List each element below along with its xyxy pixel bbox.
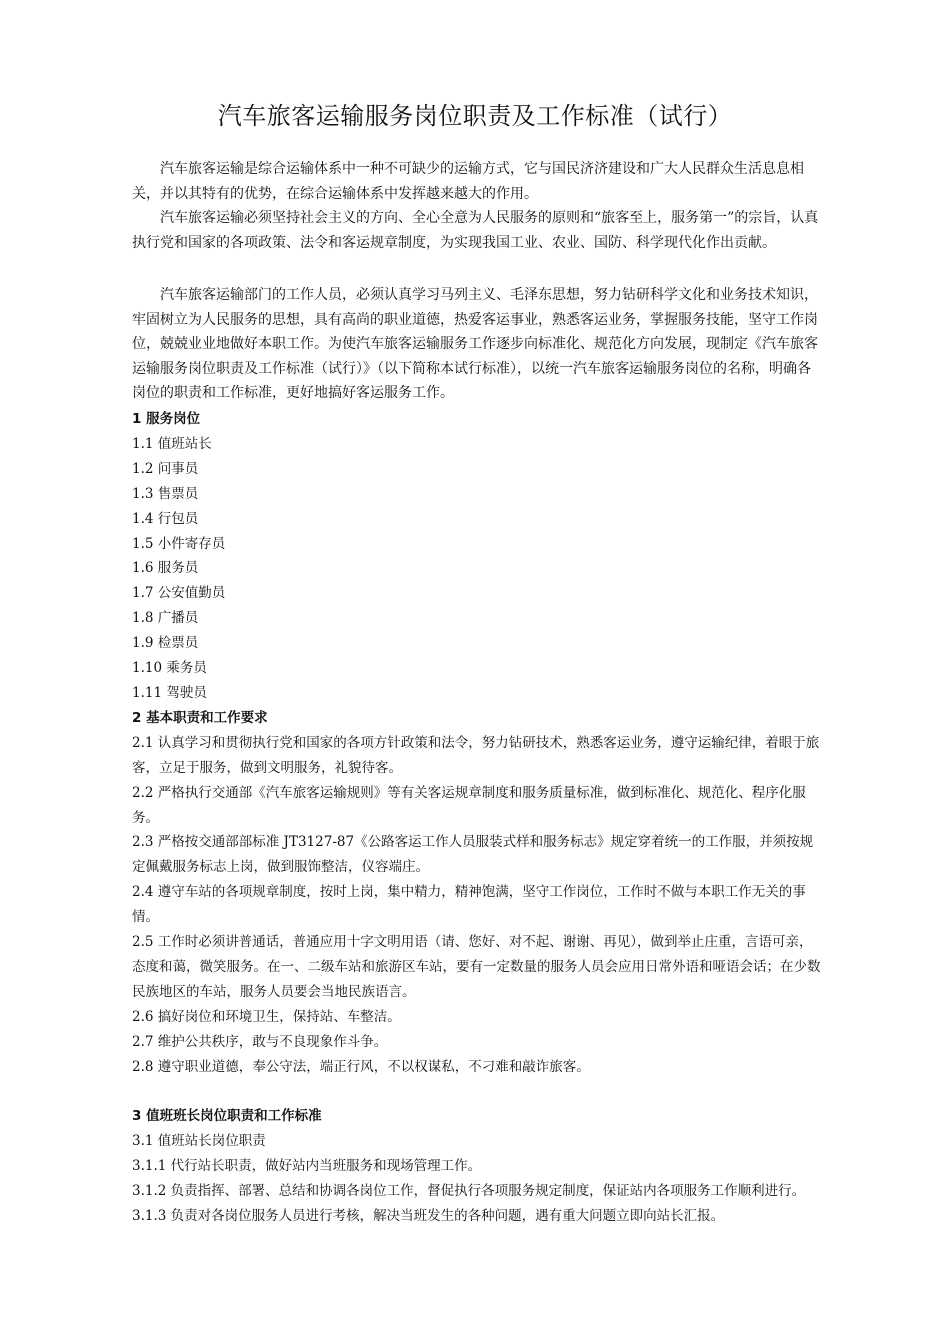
- list-item: 3.1.2 负责指挥、部署、总结和协调各岗位工作，督促执行各项服务规定制度，保证站内各项服务工作顺利进行。: [132, 1183, 806, 1200]
- list-item: 1.5 小件寄存员: [132, 535, 226, 552]
- list-item: 3.1.3 负责对各岗位服务人员进行考核，解决当班发生的各种问题，遇有重大问题立即向站长汇报。: [132, 1208, 725, 1225]
- list-item: 1.4 行包员: [132, 510, 199, 527]
- document-body-list: [132, 407, 822, 1229]
- list-item: 2.3 严格按交通部部标准 JT3127-87《公路客运工作人员服装式样和服务标志》规定穿着统一的工作服，并须按规定佩戴服务标志上岗，做到服饰整洁，仪容端庄。: [132, 834, 814, 876]
- list-item: 3.1.1 代行站长职责，做好站内当班服务和现场管理工作。: [132, 1158, 482, 1175]
- list-item: 1.6 服务员: [132, 560, 199, 577]
- list-item: 2.6 搞好岗位和环境卫生，保持站、车整洁。: [132, 1008, 401, 1025]
- list-item: 2.4 遵守车站的各项规章制度，按时上岗，集中精力，精神饱满，坚守工作岗位，工作时不做与本职工作无关的事情。: [132, 884, 806, 926]
- list-item: 1.7 公安值勤员: [132, 585, 226, 602]
- list-item: 2.7 维护公共秩序，敢与不良现象作斗争。: [132, 1033, 388, 1050]
- section-heading-2: 2 基本职责和工作要求: [132, 709, 268, 726]
- document-title: 汽车旅客运输服务岗位职责及工作标准（试行）: [217, 102, 733, 130]
- list-item: 1.1 值班站长: [132, 435, 212, 452]
- list-item: 1.11 驾驶员: [132, 684, 207, 701]
- list-item: 1.9 检票员: [132, 635, 199, 652]
- intro-paragraph-1: 汽车旅客运输是综合运输体系中一种不可缺少的运输方式，它与国民济济建设和广大人民群众生活息息相关，并以其特有的优势，在综合运输体系中发挥越来越大的作用。: [132, 161, 804, 202]
- list-item: 1.3 售票员: [132, 485, 199, 502]
- list-item: 2.1 认真学习和贯彻执行党和国家的各项方针政策和法令，努力钻研技术，熟悉客运业务，遵守运输纪律，着眼于旅客，立足于服务，做到文明服务，礼貌待客。: [132, 734, 820, 776]
- list-item: 2.8 遵守职业道德，奉公守法，端正行风，不以权谋私，不刁难和敲诈旅客。: [132, 1058, 590, 1075]
- list-item: 3.1 值班站长岗位职责: [132, 1133, 266, 1150]
- list-item: 1.2 问事员: [132, 460, 199, 477]
- list-item: 1.8 广播员: [132, 610, 199, 627]
- list-item: 2.2 严格执行交通部《汽车旅客运输规则》等有关客运规章制度和服务质量标准，做到标准化、规范化、程序化服务。: [132, 784, 806, 826]
- list-item: 2.5 工作时必须讲普通话，普通应用十字文明用语（请、您好、对不起、谢谢、再见），做到举止庄重，言语可亲，态度和蔼，微笑服务。在一、二级车站和旅游区车站，要有一定数量的服务人员会应用日常外语和哑语会话；在少数民族地区的车站，服务人员要会当地民族语言。: [132, 934, 821, 1000]
- section-heading-1: 1 服务岗位: [132, 411, 201, 427]
- intro-paragraph-2: 汽车旅客运输必须坚持社会主义的方向、全心全意为人民服务的原则和“旅客至上，服务第一”的宗旨，认真执行党和国家的各项政策、法令和客运规章制度，为实现我国工业、农业、国防、科学现代化作出贡献。: [132, 210, 819, 251]
- intro-paragraph-3: 汽车旅客运输部门的工作人员，必须认真学习马列主义、毛泽东思想，努力钻研科学文化和业务技术知识，牢固树立为人民服务的思想，具有高尚的职业道德，热爱客运事业，熟悉客运业务，掌握服务技能，坚守工作岗位，兢兢业业地做好本职工作。为使汽车旅客运输服务工作逐步向标准化、规范化方向发展，现制定《汽车旅客运输服务岗位职责及工作标准（试行）》（以下简称本试行标准），以统一汽车旅客运输服务岗位的名称，明确各岗位的职责和工作标准，更好地搞好客运服务工作。: [132, 287, 818, 401]
- section-heading-3: 3 值班班长岗位职责和工作标准: [132, 1108, 322, 1125]
- list-item: 1.10 乘务员: [132, 660, 207, 677]
